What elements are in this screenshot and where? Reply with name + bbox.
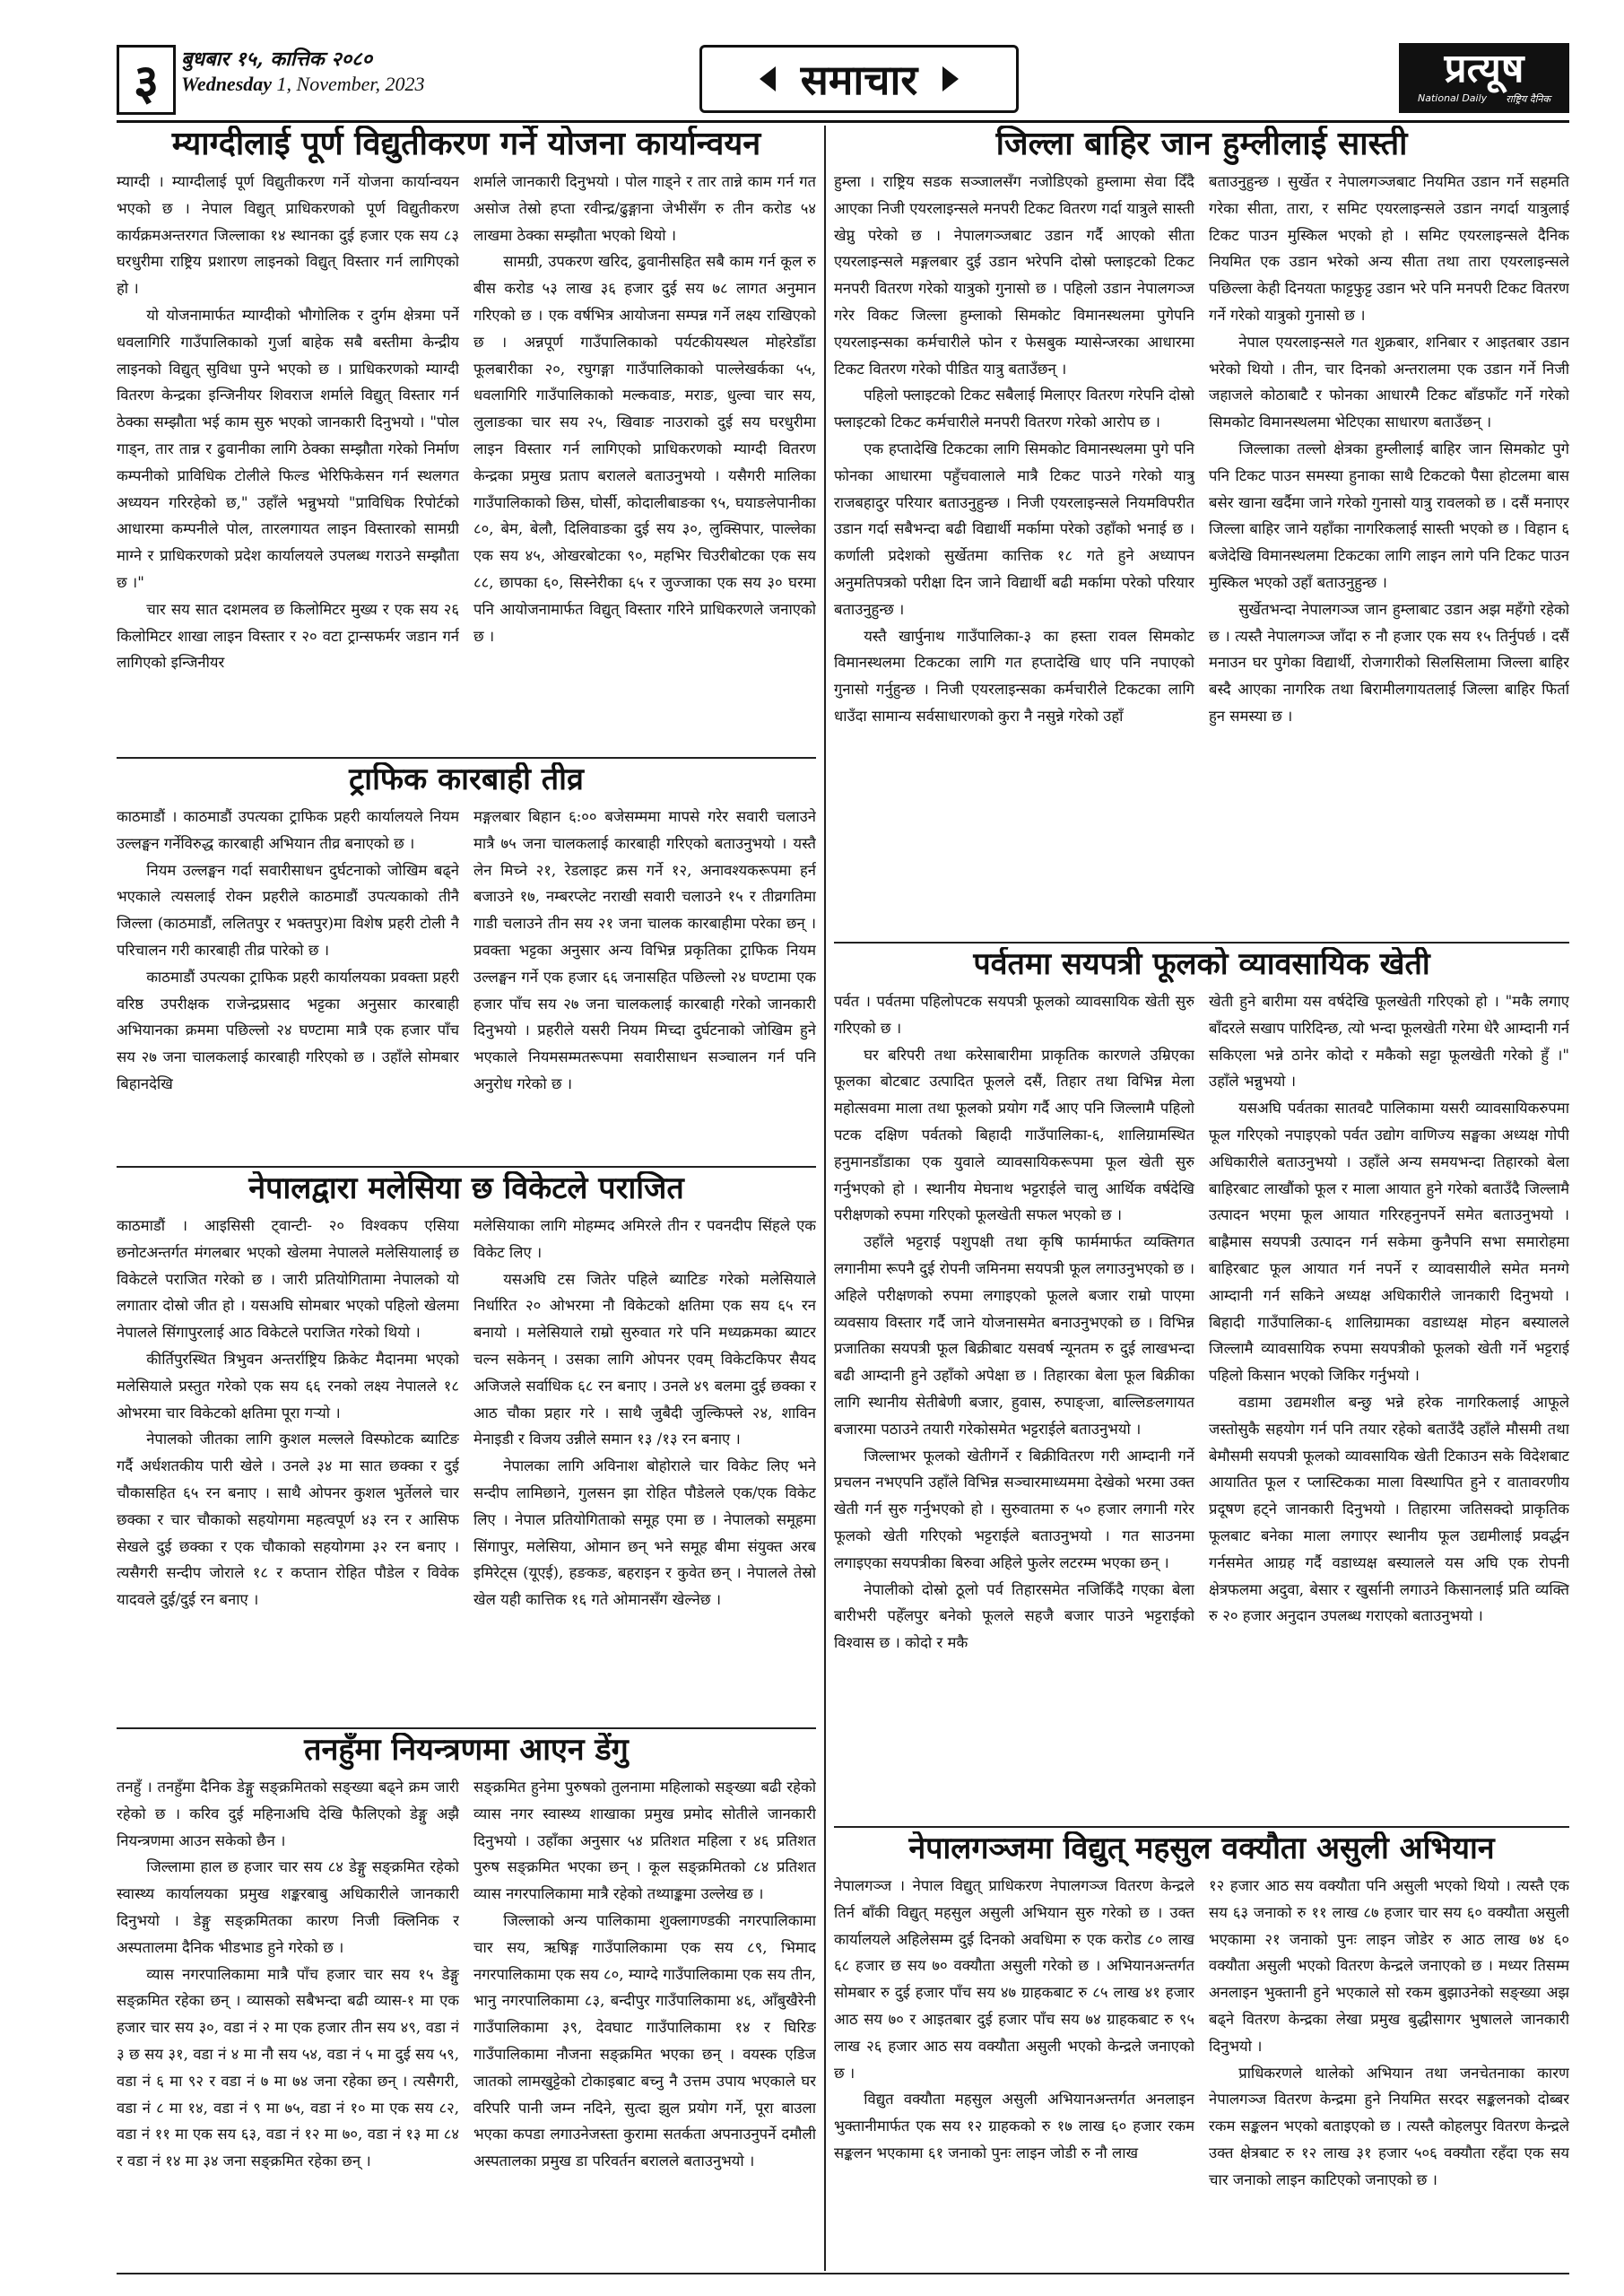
paragraph: प्राधिकरणले थालेको अभियान तथा जनचेतनाका कारण नेपालगञ्ज वितरण केन्द्रमा हुने नियमित सरदर सङ्कलनको दोब्बर रकम सङ्कलन भएको बताइएको छ । त्यस्तै कोहलपुर वितरण केन्द्रले उक्त क्षेत्रबाट रु १२ लाख ३१ हजार ५०६ वक्यौता रहँदा एक सय चार जनाको लाइन काटिएको जनाएको छ । <box>1209 2064 1569 2188</box>
paragraph: व्यास नगरपालिकामा मात्रै पाँच हजार चार सय १५ डेङ्गु सङ्क्रमित रहेका छन् । व्यासको सबैभन्दा बढी व्यास-१ मा एक हजार चार सय ३०, वडा नं २ मा एक हजार तीन सय ४९, वडा नं ३ छ सय ३१, वडा नं ४ मा नौ सय ५४, वडा नं ५ मा दुई सय ५९, वडा नं ६ मा ९२ र वडा नं ७ मा ७४ जना रहेका छन् । त्यसैगरी, वडा नं ८ मा १४, वडा नं ९ मा ७५, वडा नं १० मा एक सय ८२, वडा नं ११ मा एक सय ६३, वडा नं १२ मा ७०, वडा नं १३ मा ८४ र वडा नं १४ मा ३४ जना सङ्क्रमित रहेका छन् । <box>117 1965 459 2170</box>
paragraph: कीर्तिपुरस्थित त्रिभुवन अन्तर्राष्ट्रिय क्रिकेट मैदानमा भएको मलेसियाले प्रस्तुत गरेको एक सय ६६ रनको लक्ष्य नेपालले १८ ओभरमा चार विकेटको क्षतिमा पूरा गर्‍यो । <box>117 1350 459 1422</box>
article-cricket <box>117 1171 816 1727</box>
article-nepalgunj <box>834 1831 1569 2271</box>
article-column <box>117 804 459 1162</box>
paragraph: काठमाडौं उपत्यका ट्राफिक प्रहरी कार्यालयका प्रवक्ता प्रहरी वरिष्ठ उपरीक्षक राजेन्द्रप्रसाद भट्टका अनुसार कारबाही अभियानका क्रममा पछिल्लो २४ घण्टामा मात्रै एक हजार पाँच सय २७ जना चालकलाई कारबाही गरिएको छ । उहाँले सोमबार बिहानदेखि <box>117 968 459 1092</box>
headline: पर्वतमा सयपत्री फूलको व्यावसायिक खेती <box>973 947 1430 982</box>
paragraph: नेपालीको दोस्रो ठूलो पर्व तिहारसमेत नजिकिँदै गएका बेला बारीभरी पहेँलपुर बनेको फूलले सहजै बजार पाउने भट्टराईको विश्वास छ । कोदो र मकै <box>834 1580 1194 1652</box>
date-english <box>181 72 425 97</box>
paragraph: नियम उल्लङ्घन गर्दा सवारीसाधन दुर्घटनाको जोखिम बढ्ने भएकाले त्यसलाई रोक्न प्रहरीले काठमाडौं उपत्यकाको तीनै जिल्ला (काठमाडौं, ललितपुर र भक्तपुर)मा विशेष प्रहरी टोली नै परिचालन गरी कारबाही तीव्र पारेको छ । <box>117 861 459 959</box>
paragraph: नेपाल एयरलाइन्सले गत शुक्रबार, शनिबार र आइतबार उडान भरेको थियो । तीन, चार दिनको अन्तरालमा एक उडान गर्ने निजी जहाजले कोठाबाटै र फोनका आधारमै टिकट बाँडफाँट गर्ने गरेको सिमकोट विमानस्थलमा भेटिएका साधारण बताउँछन् । <box>1209 333 1569 431</box>
date-english-value: 1, November, 2023 <box>276 73 425 95</box>
paragraph: सङ्क्रमित हुनेमा पुरुषको तुलनामा महिलाको सङ्ख्या बढी रहेको व्यास नगर स्वास्थ्य शाखाका प्रमुख प्रमोद सोतीले जानकारी दिनुभयो । उहाँका अनुसार ५४ प्रतिशत महिला र ४६ प्रतिशत पुरुष सङ्क्रमित भएका छन् । कूल सङ्क्रमितको ८४ प्रतिशत व्यास नगरपालिकामा मात्रै रहेको तथ्याङ्कमा उल्लेख छ । <box>473 1779 816 1903</box>
article-divider <box>834 1826 1569 1828</box>
footer-rule <box>117 2273 1569 2274</box>
headline: ट्राफिक कारबाही तीव्र <box>349 762 584 797</box>
article-traffic <box>117 762 816 1166</box>
center-divider <box>824 126 826 2271</box>
headline: नेपालद्वारा मलेसिया छ विकेटले पराजित <box>248 1171 684 1206</box>
paragraph: १२ हजार आठ सय वक्यौता पनि असुली भएको थियो । त्यस्तै एक सय ६३ जनाको रु ११ लाख ८७ हजार चार सय ६० वक्यौता असुली भएकामा २१ जनाको पुनः लाइन जोडेर रु आठ लाख ७४ ६० वक्यौता असुली भएको वितरण केन्द्रले जनाएको छ । मध्यर तिसम्म अनलाइन भुक्तानी हुने भएकाले सो रकम बुझाउनेको सङ्ख्या अझ बढ्ने वितरण केन्द्रका लेखा प्रमुख बुद्धीसागर भुषालले जानकारी दिनुभयो । <box>1209 1877 1569 2055</box>
date-block <box>181 47 425 97</box>
article-column <box>117 1213 459 1724</box>
headline: म्याग्दीलाई पूर्ण विद्युतीकरण गर्ने योजना कार्यान्वयन <box>171 126 761 162</box>
article-column <box>117 169 459 761</box>
logo-sub-en: National Daily <box>1418 92 1488 104</box>
triangle-left-icon <box>760 66 776 91</box>
paragraph: खेती हुने बारीमा यस वर्षदेखि फूलखेती गरिएको हो । "मकै लगाए बाँदरले सखाप पारिदिन्छ, त्यो भन्दा फूलखेती गरेमा धेरै आम्दानी गर्न सकिएला भन्ने ठानेर कोदो र मकैको सट्टा फूलखेती गरेको हुँ ।" उहाँले भन्नुभयो । <box>1209 993 1569 1091</box>
article-divider <box>117 757 816 759</box>
paragraph: नेपालको जीतका लागि कुशल मल्लले विस्फोटक ब्याटिङ गर्दै अर्धशतकीय पारी खेले । उनले ३४ मा सात छक्का र दुई चौकासहित ६५ रन बनाए । साथै ओपनर कुशल भुर्तेलले चार छक्का र चार चौकाको सहयोगमा महत्वपूर्ण ४३ रन र आसिफ सेखले दुई छक्का र एक चौकाको सहयोगमा ३२ रन बनाए । त्यसैगरी सन्दीप जोराले १८ र कप्तान रोहित पौडेल र विवेक यादवले दुई/दुई रन बनाए । <box>117 1431 459 1609</box>
paragraph: जिल्लाको अन्य पालिकामा शुक्लागण्डकी नगरपालिकामा चार सय, ऋषिङ्ग गाउँपालिकामा एक सय ८९, भिमाद नगरपालिकामा एक सय ८०, म्याग्दे गाउँपालिकामा एक सय तीन, भानु नगरपालिकामा ८३, बन्दीपुर गाउँपालिकामा ४६, आँबुखैरेनी गाउँपालिकामा ३९, देवघाट गाउँपालिकामा १४ र घिरिङ गाउँपालिकामा नौजना सङ्क्रमित भएका छन् । वयस्क एडिज जातको लामखुट्टेको टोकाइबाट बच्नु नै उत्तम उपाय भएकाले घर वरिपरि पानी जम्न नदिने, सुत्दा झुल प्रयोग गर्ने, पूरा बाउला भएका कपडा लगाउनेजस्ता कुरामा सतर्कता अपनाउनुपर्ने दमौली अस्पतालका प्रमुख डा परिवर्तन बरालले बताउनुभयो । <box>473 1911 816 2170</box>
paragraph: विद्युत वक्यौता महसुल असुली अभियानअन्तर्गत अनलाइन भुक्तानीमार्फत एक सय १२ ग्राहकको रु १७ लाख ६० हजार रकम सङ्कलन भएकामा ६१ जनाको पुनः लाइन जोडी रु नौ लाख <box>834 2091 1194 2161</box>
logo-sub-np: राष्ट्रिय दैनिक <box>1506 93 1550 105</box>
paragraph: जिल्लामा हाल छ हजार चार सय ८४ डेङ्गु सङ्क्रमित रहेको स्वास्थ्य कार्यालयका प्रमुख शङ्करबाबु अधिकारीले जानकारी दिनुभयो । डेङ्गु सङ्क्रमितका कारण निजी क्लिनिक र अस्पतालमा दैनिक भीडभाड हुने गरेको छ । <box>117 1858 459 1956</box>
headline: नेपालगञ्जमा विद्युत् महसुल वक्यौता असुली अभियान <box>908 1831 1495 1866</box>
paragraph: एक हप्तादेखि टिकटका लागि सिमकोट विमानस्थलमा पुगे पनि फोनका आधारमा पहुँचवालाले मात्रै टिकट पाउने गरेको यात्रु राजबहादुर परियार बताउनुहुन्छ । निजी एयरलाइन्सले नियमविपरीत उडान गर्दा सबैभन्दा बढी विद्यार्थी मर्कामा परेको उहाँको भनाई छ । कर्णाली प्रदेशको सुर्खेतमा कात्तिक १८ गते हुने अध्यापन अनुमतिपत्रको परीक्षा दिन जाने विद्यार्थी बढी मर्कामा परेको परियार बताउनुहुन्छ । <box>834 439 1194 618</box>
paragraph: जिल्लाका तल्लो क्षेत्रका हुम्लीलाई बाहिर जान सिमकोट पुगे पनि टिकट पाउन समस्या हुनाका साथै टिकटको पैसा होटलमा बास बसेर खाना खर्दैमा जाने गरेको गुनासो यात्रु रावलको छ । दसैं मनाएर जिल्ला बाहिर जाने यहाँका नागरिकलाई सास्ती भएको छ । विहान ६ बजेदेखि विमानस्थलमा टिकटका लागि लाइन लागे पनि टिकट पाउन मुस्किल भएको उहाँ बताउनुहुन्छ । <box>1209 439 1569 591</box>
article-column <box>1209 988 1569 1822</box>
article-dengue <box>117 1733 816 2271</box>
newspaper-logo <box>1399 43 1569 113</box>
article-divider <box>117 1166 816 1168</box>
headline: तनहुँमा नियन्त्रणमा आएन डेंगु <box>304 1733 629 1768</box>
paragraph: चार सय सात दशमलव छ किलोमिटर मुख्य र एक सय २६ किलोमिटर शाखा लाइन विस्तार र २० वटा ट्रान्सफर्मर जडान गर्न लागिएको इन्जिनीयर <box>117 600 459 672</box>
paragraph: जिल्लाभर फूलको खेतीगर्ने र बिक्रीवितरण गरी आम्दानी गर्ने प्रचलन नभएपनि उहाँले विभिन्न सञ्चारमाध्यममा देखेको भरमा उक्त खेती गर्न सुरु गर्नुभएको हो । सुरुवातमा रु ५० हजार लगानी गरेर फूलको खेती गरिएको भट्टराईले बताउनुभयो । गत साउनमा लगाइएका सयपत्रीका बिरुवा अहिले फुलेर लटरम्म भएका छन् । <box>834 1447 1194 1571</box>
paragraph: बताउनुहुन्छ । सुर्खेत र नेपालगञ्जबाट नियमित उडान गर्ने सहमति गरेका सीता, तारा, र समिट एयरलाइन्सले उडान नगर्दा यात्रुलाई टिकट पाउन मुस्किल भएको हो । समिट एयरलाइन्सले दैनिक नियमित एक उडान भरेको अन्य सीता तथा तारा एयरलाइन्सले पछिल्ला केही दिनयता फाट्टफुट्ट उडान भरे पनि मनपरी टिकट वितरण गर्ने गरेको यात्रुको गुनासो छ । <box>1209 173 1569 324</box>
article-column <box>834 1873 1194 2267</box>
paragraph: मङ्गलबार बिहान ६:०० बजेसम्ममा मापसे गरेर सवारी चलाउने मात्रै ७५ जना चालकलाई कारबाही गरिएको बताउनुभयो । यस्तै लेन मिच्ने २१, रेडलाइट क्रस गर्ने १२, अनावश्यकरूपमा हर्न बजाउने १७, नम्बरप्लेट नराखी सवारी चलाउने १५ र तीव्रगतिमा गाडी चलाउने तीन सय २१ जना चालक कारबाहीमा परेका छन् । प्रवक्ता भट्टका अनुसार अन्य विभिन्न प्रकृतिका ट्राफिक नियम उल्लङ्घन गर्ने एक हजार ६६ जनासहित पछिल्लो २४ घण्टामा एक हजार पाँच सय २७ जना चालकलाई कारबाही गरेको जानकारी दिनुभयो । प्रहरीले यसरी नियम मिच्दा दुर्घटनाको जोखिम हुने भएकाले नियमसम्मतरूपमा सवारीसाधन सञ्चालन गर्न पनि अनुरोध गरेको छ । <box>473 808 816 1092</box>
paragraph: पहिलो फ्लाइटको टिकट सबैलाई मिलाएर वितरण गरेपनि दोस्रो फ्लाइटको टिकट कर्मचारीले मनपरी वितरण गरेको आरोप छ । <box>834 387 1194 431</box>
paragraph: उहाँले भट्टराई पशुपक्षी तथा कृषि फार्ममार्फत व्यक्तिगत लगानीमा रूपनै दुई रोपनी जमिनमा सयपत्री फूल लगाउनुभएको छ । अहिले परीक्षणको रुपमा लगाइएको फूलले बजार राम्रो पाएमा व्यवसाय विस्तार गर्दै जाने योजनासमेत बनाउनुभएको छ । विभिन्न प्रजातिका सयपत्री फूल बिक्रीबाट यसवर्ष न्यूनतम रु दुई लाखभन्दा बढी आम्दानी हुने उहाँको अपेक्षा छ । तिहारका बेला फूल बिक्रीका लागि स्थानीय सेतीबेणी बजार, हुवास, रुपाङ्जा, बाल्लिङलगायत बजारमा पठाउने तयारी गरेकोसमेत भट्टराईले बताउनुभयो । <box>834 1233 1194 1438</box>
logo-name: प्रत्यूष <box>1444 46 1524 91</box>
paragraph: शर्माले जानकारी दिनुभयो । पोल गाड्ने र तार तान्ने काम गर्न गत असोज तेस्रो हप्ता रवीन्द्र/ढुङ्गाना जेभीसँग रु तीन करोड ५४ लाखमा ठेक्का सम्झौता भएको थियो । <box>473 173 816 244</box>
paragraph: नेपालगञ्ज । नेपाल विद्युत् प्राधिकरण नेपालगञ्ज वितरण केन्द्रले तिर्न बाँकी विद्युत् महसुल असुली अभियान सुरु गरेको छ । उक्त कार्यालयले अहिलेसम्म दुई दिनको अवधिमा रु एक करोड ८० लाख ६८ हजार छ सय ७० वक्यौता असुली गरेको छ । अभियानअन्तर्गत सोमबार रु दुई हजार पाँच सय ४७ ग्राहकबाट रु ८५ लाख ४१ हजार आठ सय ७० र आइतबार दुई हजार पाँच सय ७४ ग्राहकबाट रु ९५ लाख २६ हजार आठ सय वक्यौता असुली भएको केन्द्रले जनाएको छ । <box>834 1877 1194 2082</box>
paragraph: यसअघि टस जितेर पहिले ब्याटिङ गरेको मलेसियाले निर्धारित २० ओभरमा नौ विकेटको क्षतिमा एक सय ६५ रन बनायो । मलेसियाले राम्रो सुरुवात गरे पनि मध्यक्रमका ब्याटर चल्न सकेनन् । उसका लागि ओपनर एवम् विकेटकिपर सैयद अजिजले सर्वाधिक ६८ रन बनाए । उनले ४९ बलमा दुई छक्का र आठ चौका प्रहार गरे । साथै जुबैदी जुल्किफ्ले २४, शाविन मेनाइडी र विजय उन्नीले समान १३ /१३ रन बनाए । <box>473 1270 816 1448</box>
paragraph: सुर्खेतभन्दा नेपालगञ्ज जान हुम्लाबाट उडान अझ महँगो रहेको छ । त्यस्तै नेपालगञ्ज जाँदा रु नौ हजार एक सय १५ तिर्नुपर्छ । दसैं मनाउन घर पुगेका विद्यार्थी, रोजगारीको सिलसिलामा जिल्ला बाहिर बस्दै आएका नागरिक तथा बिरामीलगायतलाई जिल्ला बाहिर फिर्ता हुन समस्या छ । <box>1209 600 1569 725</box>
paragraph: पर्वत । पर्वतमा पहिलोपटक सयपत्री फूलको व्यावसायिक खेती सुरु गरिएको छ । <box>834 993 1194 1037</box>
paragraph: काठमाडौं । काठमाडौं उपत्यका ट्राफिक प्रहरी कार्यालयले नियम उल्लङ्घन गर्नेविरुद्ध कारबाही अभियान तीव्र बनाएको छ । <box>117 808 459 852</box>
article-myagdi <box>117 126 816 762</box>
date-nepali: बुधबार १५, कात्तिक २०८० <box>181 48 373 71</box>
headline: जिल्ला बाहिर जान हुम्लीलाई सास्ती <box>995 126 1408 162</box>
paragraph: सामग्री, उपकरण खरिद, ढुवानीसहित सबै काम गर्न कूल रु बीस करोड ५३ लाख ३६ हजार दुई सय ७८ लागत अनुमान गरिएको छ । एक वर्षभित्र आयोजना सम्पन्न गर्ने लक्ष्य राखिएको छ । अन्नपूर्ण गाउँपालिकाको पर्यटकीयस्थल मोहरेडाँडा फूलबारीका २०, रघुगङ्गा गाउँपालिकाको पाल्लेखर्कका ५५, धवलागिरि गाउँपालिकाको मल्कवाङ, मराङ, धुल्वा चार सय, लुलाङका चार सय २५, खिवाङ नाउराको दुई सय घरधुरीमा लाइन विस्तार गर्न लागिएको प्राधिकरणको म्याग्दी वितरण केन्द्रका प्रमुख प्रताप बरालले बताउनुभयो । यसैगरी मालिका गाउँपालिकाको छिस, घोर्सी, कोदालीबाङका ९५, घयाङलेपानीका ८०, बेम, बेलौ, दिलिवाङका दुई सय ३०, लुक्सिपार, पाल्लेका एक सय ४५, ओखरबोटका ९०, महभिर चिउरीबोटका एक सय ८८, छापका ६०, सिस्नेरीका ६५ र जुज्जाका एक सय ३० घरमा पनि आयोजनामार्फत विद्युत् विस्तार गरिने प्राधिकरणले जनाएको छ । <box>473 253 816 645</box>
paragraph: यसअघि पर्वतका सातवटै पालिकामा यसरी व्यावसायिकरुपमा फूल गरिएको नपाइएको पर्वत उद्योग वाणिज्य सङ्घका अध्यक्ष गोपी अधिकारीले बताउनुभयो । उहाँले अन्य समयभन्दा तिहारको बेला बाहिरबाट लाखौंको फूल र माला आयात हुने गरेको बताउँदै जिल्लामै उत्पादन भएमा फूल आयात गरिरहनुनपर्ने समेत बताउनुभयो । बाह्रैमास सयपत्री उत्पादन गर्न सकेमा कुनैपनि सभा समारोहमा बाहिरबाट फूल आयात गर्न नपर्ने र व्यावसायीले समेत मनग्गे आम्दानी गर्न सकिने अध्यक्ष अधिकारीले जानकारी दिनुभयो । बिहादी गाउँपालिका-६ शालिग्रामका वडाध्यक्ष मोहन बस्यालले जिल्लामै व्यावसायिक रुपमा सयपत्रीको फूलको खेती गर्ने भट्टराई पहिलो किसान भएको जिकिर गर्नुभयो । <box>1209 1100 1569 1385</box>
section-title: समाचार <box>800 56 918 104</box>
paragraph: म्याग्दी । म्याग्दीलाई पूर्ण विद्युतीकरण गर्ने योजना कार्यान्वयन भएको छ । नेपाल विद्युत् प्राधिकरणको पूर्ण विद्युतीकरण कार्यक्रमअन्तरगत जिल्लाका १४ स्थानका दुई हजार एक सय ८३ घरधुरीमा राष्ट्रिय प्रशारण लाइनको विद्युत् विस्तार गर्न लागिएको हो । <box>117 173 459 298</box>
paragraph: तनहुँ । तनहुँमा दैनिक डेङ्गु सङ्क्रमितको सङ्ख्या बढ्ने क्रम जारी रहेको छ । करिव दुई महिनाअघि देखि फैलिएको डेङ्गु अझै नियन्त्रणमा आउन सकेको छैन । <box>117 1779 459 1849</box>
paragraph: वडामा उद्यमशील बन्छु भन्ने हरेक नागरिकलाई आफूले जस्तोसुकै सहयोग गर्न पनि तयार रहेको बताउँदै उहाँले मौसमी तथा बेमौसमी सयपत्री फूलको व्यावसायिक खेती टिकाउन सके विदेशबाट आयातित फूल र प्लास्टिकका माला विस्थापित हुने र वातावरणीय प्रदूषण हट्ने जानकारी दिनुभयो । तिहारमा जतिसक्दो प्राकृतिक फूलबाट बनेका माला लगाएर स्थानीय फूल उद्यमीलाई प्रवर्द्धन गर्नसमेत आग्रह गर्दै वडाध्यक्ष बस्यालले यस अघि एक रोपनी क्षेत्रफलमा अदुवा, बेसार र खुर्सानी लगाउने किसानलाई प्रति व्यक्ति रु २० हजार अनुदान उपलब्ध गराएको बताउनुभयो । <box>1209 1393 1569 1625</box>
article-divider <box>117 1727 816 1729</box>
masthead <box>117 43 1569 117</box>
article-column <box>117 1774 459 2267</box>
article-humla <box>834 126 1569 942</box>
paragraph: घर बरिपरी तथा करेसाबारीमा प्राकृतिक कारणले उम्रिएका फूलका बोटबाट उत्पादित फूलले दसैं, तिहार तथा विभिन्न मेला महोत्सवमा माला तथा फूलको प्रयोग गर्दै आए पनि जिल्लामै पहिलो पटक दक्षिण पर्वतको बिहादी गाउँपालिका-६, शालिग्रामस्थित हनुमानडाँडाका एक युवाले व्यावसायिकरूपमा फूल खेती सुरु गर्नुभएको हो । स्थानीय मेघनाथ भट्टराईले चालु आर्थिक वर्षदेखि परीक्षणको रुपमा गरिएको फूलखेती सफल भएको छ । <box>834 1046 1194 1224</box>
article-column <box>1209 1873 1569 2267</box>
article-column <box>473 1213 816 1724</box>
article-column <box>473 169 816 761</box>
weekday-english: Wednesday <box>181 73 273 95</box>
section-tab <box>699 45 1019 113</box>
article-column <box>834 169 1194 940</box>
article-column <box>1209 169 1569 940</box>
article-parbat <box>834 947 1569 1826</box>
paragraph: काठमाडौं । आइसिसी ट्वान्टी- २० विश्वकप एसिया छनोटअन्तर्गत मंगलबार भएको खेलमा नेपालले मलेसियालाई छ विकेटले पराजित गरेको छ । जारी प्रतियोगितामा नेपालको यो लगातार दोस्रो जीत हो । यसअघि सोमबार भएको पहिलो खेलमा नेपालले सिंगापुरलाई आठ विकेटले पराजित गरेको थियो । <box>117 1217 459 1342</box>
article-divider <box>834 942 1569 944</box>
paragraph: नेपालका लागि अविनाश बोहोराले चार विकेट लिए भने सन्दीप लामिछाने, गुलसन झा रोहित पौडेलले एक/एक विकेट लिए । नेपाल प्रतियोगिताको समूह एमा छ । नेपालको समूहमा सिंगापुर, मलेसिया, ओमान छन् भने समूह बीमा संयुक्त अरब इमिरेट्स (यूएई), हङकङ, बहराइन र कुवेत छन् । नेपालले तेस्रो खेल यही कात्तिक १६ गते ओमानसँग खेल्नेछ । <box>473 1457 816 1609</box>
paragraph: यस्तै खार्पुनाथ गाउँपालिका-३ का हस्ता रावल सिमकोट विमानस्थलमा टिकटका लागि गत हप्तादेखि धाए पनि नपाएको गुनासो गर्नुहुन्छ । निजी एयरलाइन्सका कर्मचारीले टिकटका लागि धाउँदा सामान्य सर्वसाधारणको कुरा नै नसुन्ने गरेको उहाँ <box>834 627 1194 725</box>
logo-subtitle <box>1402 92 1567 106</box>
paragraph: मलेसियाका लागि मोहम्मद अमिरले तीन र पवनदीप सिंहले एक विकेट लिए । <box>473 1217 816 1261</box>
header-rule <box>117 120 1569 123</box>
triangle-right-icon <box>942 66 959 91</box>
page-number: ३ <box>117 45 176 115</box>
paragraph: हुम्ला । राष्ट्रिय सडक सञ्जालसँग नजोडिएको हुम्लामा सेवा दिँदै आएका निजी एयरलाइन्सले मनपरी टिकट वितरण गर्दा यात्रुले सास्ती खेप्नु परेको छ । नेपालगञ्जबाट उडान गर्दै आएको सीता एयरलाइन्सले मङ्गलबार दुई उडान भरेपनि दोस्रो फ्लाइटको टिकट मनपरी वितरण गरेको यात्रुको गुनासो छ । पहिलो उडान नेपालगञ्ज गरेर विकट जिल्ला हुम्लाको सिमकोट विमानस्थलमा पुगेपनि एयरलाइन्सका कर्मचारीले फोन र फेसबुक म्यासेन्जरका आधारमा टिकट वितरण गरेको पीडित यात्रु बताउँछन् । <box>834 173 1194 378</box>
article-column <box>473 1774 816 2267</box>
article-column <box>834 988 1194 1822</box>
paragraph: यो योजनामार्फत म्याग्दीको भौगोलिक र दुर्गम क्षेत्रमा पर्ने धवलागिरि गाउँपालिकाको गुर्जा बाहेक सबै बस्तीमा केन्द्रीय लाइनको विद्युत् सुविधा पुग्ने भएको छ । प्राधिकरणको म्याग्दी वितरण केन्द्रका इन्जिनीयर शिवराज शर्माले विद्युत् विस्तार गर्न ठेक्का सम्झौता भई काम सुरु भएको जानकारी दिनुभयो । "पोल गाड्न, तार तान्न र ढुवानीका लागि ठेक्का सम्झौता गरेको निर्माण कम्पनीको प्राविधिक टोलीले फिल्ड भेरिफिकेसन गर्न स्थलगत अध्ययन गरिरहेको छ," उहाँले भन्नुभयो "प्राविधिक रिपोर्टको आधारमा कम्पनीले पोल, तारलगायत लाइन विस्तारको सामग्री माग्ने र प्राधिकरणको प्रदेश कार्यालयले उपलब्ध गराउने सम्झौता छ ।" <box>117 306 459 591</box>
article-column <box>473 804 816 1162</box>
